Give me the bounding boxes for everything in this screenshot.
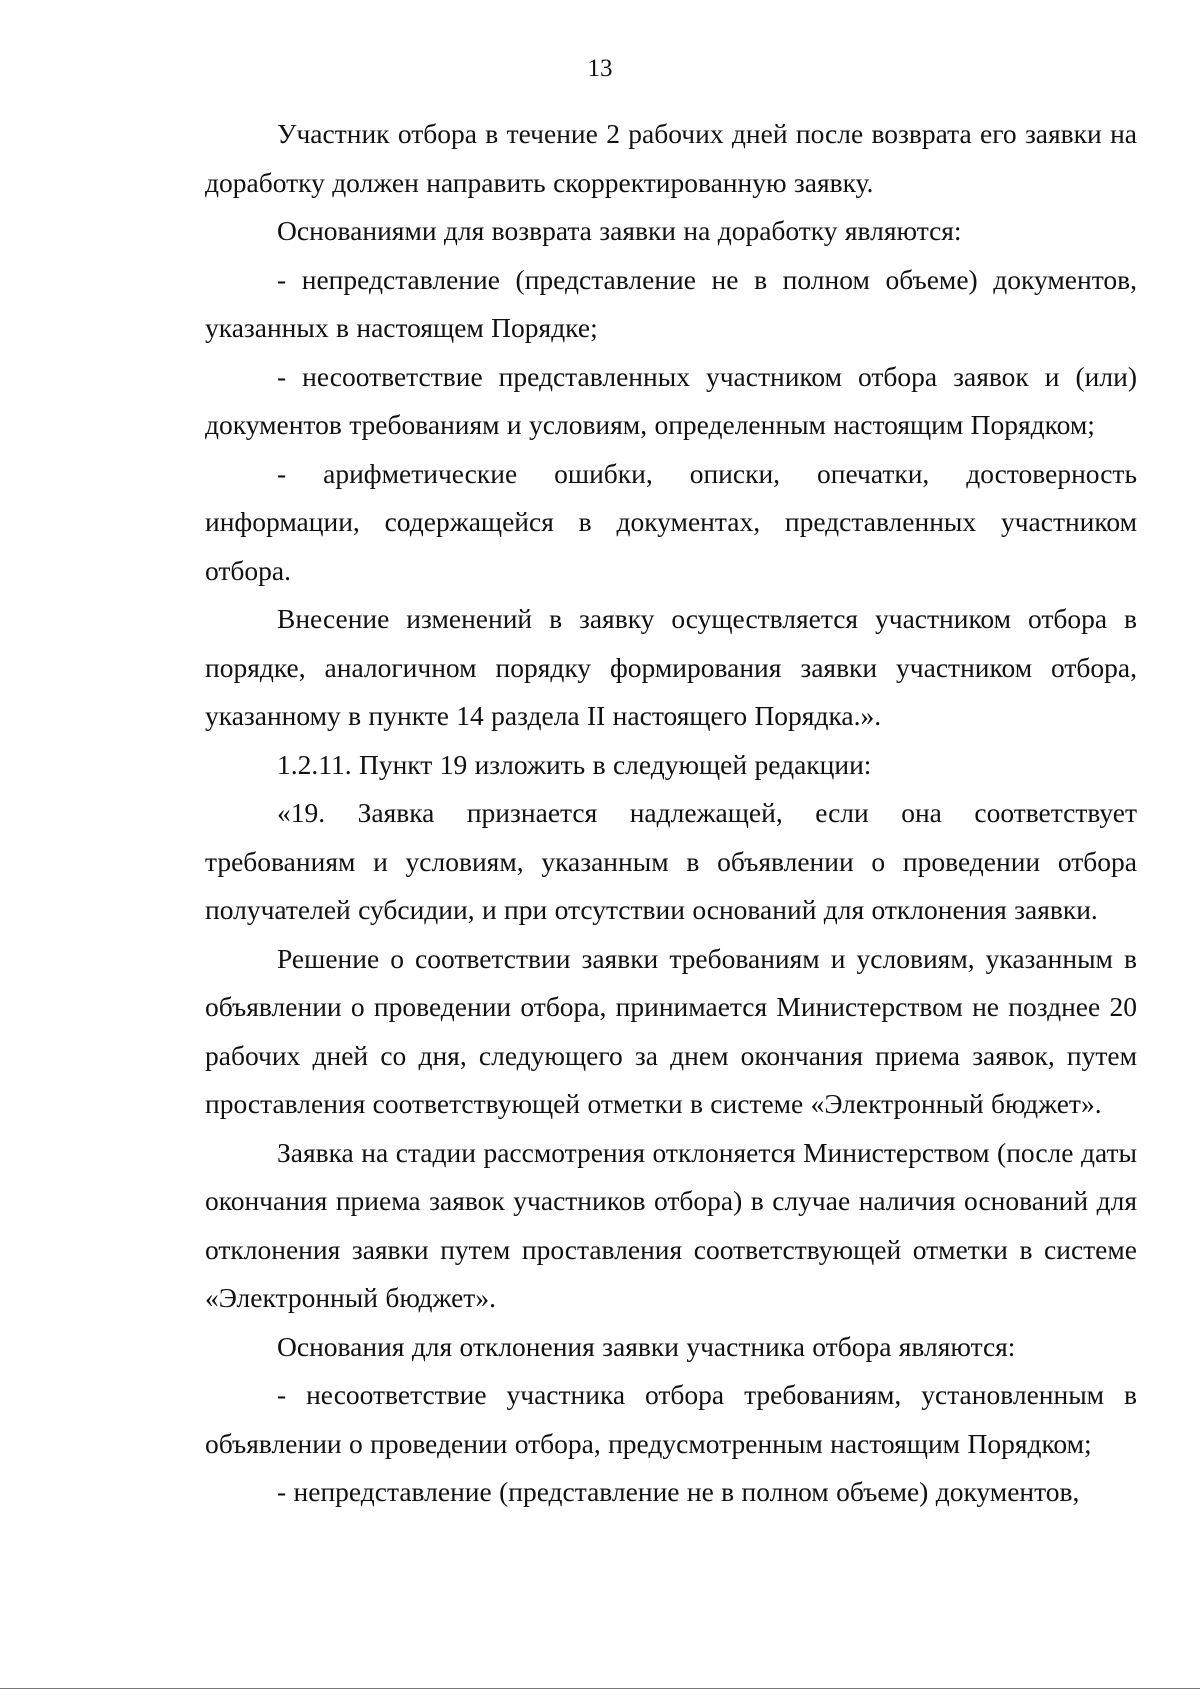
list-item: - арифметические ошибки, описки, опечатки, достоверность информации, содержащейся в документах, представленных участником отбора.	[205, 457, 1137, 586]
page-number: 13	[587, 55, 613, 82]
list-item: - непредставление (представление не в полном объеме) документов, указанных в настоящем Порядке;	[205, 263, 1137, 343]
paragraph: «19. Заявка признается надлежащей, если она соответствует требованиям и условиям, указанным в объявлении о проведении отбора получателей субсидии, и при отсутствии оснований для отклонения заявки.	[205, 797, 1137, 925]
list-item: - непредставление (представление не в полном объеме) документов,	[277, 1476, 1080, 1507]
document-body	[205, 110, 1137, 1517]
paragraph: Участник отбора в течение 2 рабочих дней после возврата его заявки на доработку должен направить скорректированную заявку.	[205, 118, 1137, 198]
paragraph: Решение о соответствии заявки требованиям и условиям, указанным в объявлении о проведении отбора, принимается Министерством не позднее 20 рабочих дней со дня, следующего за днем окончания приема заявок, путем проставления соответствующей отметки в системе «Электронный бюджет».	[205, 942, 1137, 1119]
paragraph: Основаниями для возврата заявки на доработку являются:	[277, 215, 962, 246]
list-item: - несоответствие участника отбора требованиям, установленным в объявлении о проведении отбора, предусмотренным настоящим Порядком;	[205, 1379, 1137, 1459]
paragraph: Внесение изменений в заявку осуществляется участником отбора в порядке, аналогичном порядку формирования заявки участником отбора, указанному в пункте 14 раздела II настоящего Порядка.».	[205, 603, 1137, 731]
paragraph: Заявка на стадии рассмотрения отклоняется Министерством (после даты окончания приема заявок участников отбора) в случае наличия оснований для отклонения заявки путем проставления соответствующей отметки в системе «Электронный бюджет».	[205, 1136, 1137, 1313]
page-bottom-edge	[0, 1688, 1200, 1689]
paragraph: Основания для отклонения заявки участника отбора являются:	[277, 1330, 1016, 1362]
section-heading: 1.2.11. Пункт 19 изложить в следующей редакции:	[277, 748, 872, 780]
list-item: - несоответствие представленных участником отбора заявок и (или) документов требованиям и условиям, определенным настоящим Порядком;	[205, 360, 1137, 440]
